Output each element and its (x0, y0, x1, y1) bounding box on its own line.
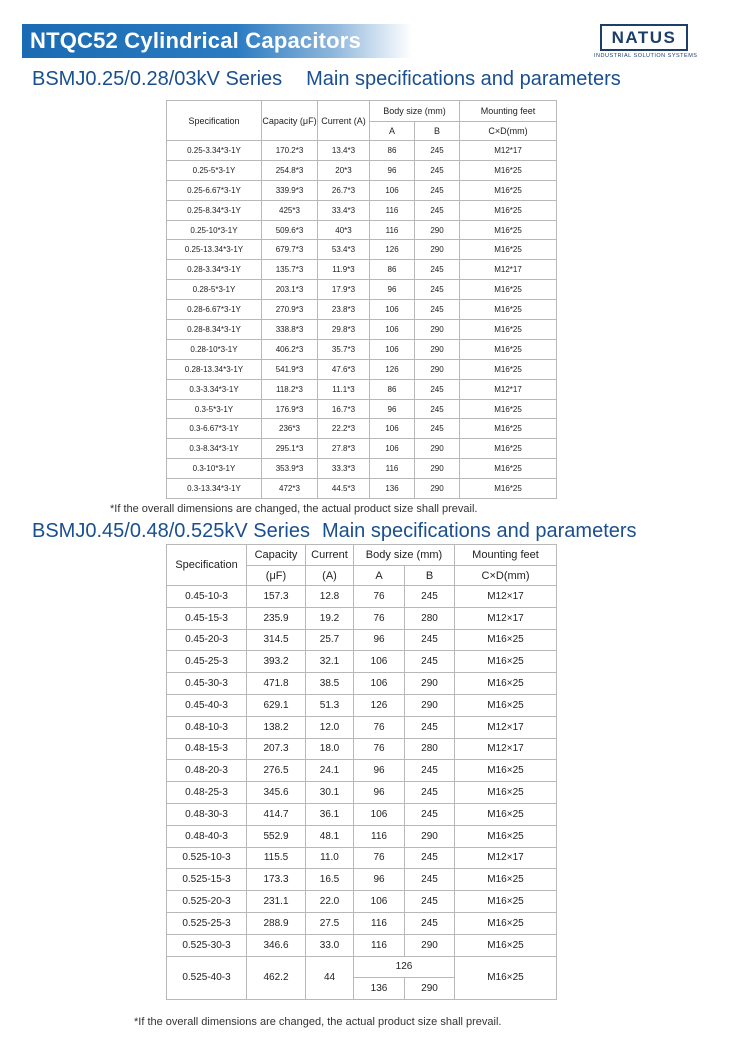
cell-mounting: M16×25 (455, 673, 557, 695)
cell-current: 38.5 (306, 673, 354, 695)
cell-capacity: 541.9*3 (262, 359, 318, 379)
section1-series: BSMJ0.25/0.28/03kV Series (32, 68, 283, 90)
cell-capacity: 509.6*3 (262, 220, 318, 240)
cell-a: 126 (370, 359, 415, 379)
col-header-a: A (370, 122, 415, 141)
section1-heading (32, 68, 621, 91)
cell-a: 116 (370, 220, 415, 240)
cell-mounting: M16*25 (460, 160, 557, 180)
table-row (167, 869, 557, 891)
cell-current: 40*3 (318, 220, 370, 240)
cell-a: 106 (354, 651, 405, 673)
cell-b: 290 (405, 694, 455, 716)
cell-b: 245 (415, 200, 460, 220)
cell-a-top: 126 (354, 956, 455, 978)
cell-current: 47.6*3 (318, 359, 370, 379)
cell-b: 245 (415, 300, 460, 320)
cell-current: 20*3 (318, 160, 370, 180)
cell-capacity: 203.1*3 (262, 280, 318, 300)
cell-current: 29.8*3 (318, 320, 370, 340)
cell-capacity: 471.8 (247, 673, 306, 695)
cell-spec: 0.45-15-3 (167, 607, 247, 629)
table-row (167, 607, 557, 629)
cell-b: 290 (415, 240, 460, 260)
cell-b: 245 (405, 716, 455, 738)
cell-mounting: M16×25 (455, 760, 557, 782)
cell-a: 96 (354, 629, 405, 651)
cell-capacity: 170.2*3 (262, 141, 318, 161)
cell-b: 280 (405, 738, 455, 760)
logo-tagline: INDUSTRIAL SOLUTION SYSTEMS (594, 53, 698, 59)
table-row (167, 399, 557, 419)
col2-header-b: B (405, 566, 455, 586)
cell-capacity: 235.9 (247, 607, 306, 629)
table-row (167, 141, 557, 161)
cell-a: 106 (370, 300, 415, 320)
cell-b: 245 (405, 869, 455, 891)
col2-header-current: Current (306, 545, 354, 566)
cell-a: 76 (354, 586, 405, 608)
cell-capacity: 406.2*3 (262, 339, 318, 359)
cell-capacity: 339.9*3 (262, 180, 318, 200)
cell-a: 116 (370, 459, 415, 479)
table-row (167, 651, 557, 673)
cell-spec: 0.25-8.34*3-1Y (167, 200, 262, 220)
table-row (167, 934, 557, 956)
cell-a: 106 (370, 180, 415, 200)
cell-a: 106 (354, 891, 405, 913)
cell-b: 290 (405, 825, 455, 847)
cell-b: 290 (415, 459, 460, 479)
col-header-body-size: Body size (mm) (370, 101, 460, 122)
table-row (167, 586, 557, 608)
cell-mounting: M16×25 (455, 629, 557, 651)
cell-mounting: M16*25 (460, 220, 557, 240)
cell-capacity: 338.8*3 (262, 320, 318, 340)
cell-a: 126 (354, 694, 405, 716)
table-row (167, 891, 557, 913)
cell-mounting: M16*25 (460, 359, 557, 379)
cell-a: 96 (354, 782, 405, 804)
cell-capacity: 207.3 (247, 738, 306, 760)
col-header-spec: Specification (167, 101, 262, 141)
cell-mounting: M16*25 (460, 200, 557, 220)
cell-b: 245 (405, 760, 455, 782)
cell-current: 33.3*3 (318, 459, 370, 479)
cell-mounting: M12×17 (455, 847, 557, 869)
cell-mounting: M16*25 (460, 339, 557, 359)
cell-spec: 0.45-10-3 (167, 586, 247, 608)
cell-b: 290 (405, 934, 455, 956)
table-row (167, 847, 557, 869)
cell-capacity: 346.6 (247, 934, 306, 956)
table-row (167, 379, 557, 399)
cell-capacity: 295.1*3 (262, 439, 318, 459)
cell-spec: 0.48-20-3 (167, 760, 247, 782)
table-row (167, 320, 557, 340)
cell-a: 116 (354, 825, 405, 847)
cell-mounting: M16×25 (455, 651, 557, 673)
cell-b-bottom: 290 (405, 978, 455, 1000)
table-row (167, 180, 557, 200)
cell-spec: 0.525-15-3 (167, 869, 247, 891)
cell-spec: 0.525-20-3 (167, 891, 247, 913)
cell-capacity: 345.6 (247, 782, 306, 804)
cell-a: 106 (370, 419, 415, 439)
cell-current: 23.8*3 (318, 300, 370, 320)
cell-mounting: M16*25 (460, 300, 557, 320)
cell-spec: 0.525-10-3 (167, 847, 247, 869)
cell-capacity: 173.3 (247, 869, 306, 891)
col2-header-body-size: Body size (mm) (354, 545, 455, 566)
cell-b: 245 (405, 891, 455, 913)
cell-a: 106 (370, 339, 415, 359)
cell-current: 26.7*3 (318, 180, 370, 200)
table-row (167, 280, 557, 300)
cell-capacity: 115.5 (247, 847, 306, 869)
table-row (167, 300, 557, 320)
cell-mounting: M16*25 (460, 479, 557, 499)
cell-a: 96 (370, 280, 415, 300)
cell-spec: 0.3-3.34*3-1Y (167, 379, 262, 399)
cell-mounting: M16×25 (455, 956, 557, 1000)
cell-capacity: 254.8*3 (262, 160, 318, 180)
cell-current: 25.7 (306, 629, 354, 651)
table-row (167, 160, 557, 180)
table-row (167, 825, 557, 847)
cell-a: 96 (370, 399, 415, 419)
cell-spec: 0.3-13.34*3-1Y (167, 479, 262, 499)
table-row (167, 782, 557, 804)
cell-capacity: 118.2*3 (262, 379, 318, 399)
cell-capacity: 414.7 (247, 803, 306, 825)
cell-current: 13.4*3 (318, 141, 370, 161)
cell-capacity: 393.2 (247, 651, 306, 673)
cell-current: 17.9*3 (318, 280, 370, 300)
cell-current: 11.1*3 (318, 379, 370, 399)
table-row (167, 760, 557, 782)
spec-table-1-body (167, 141, 557, 499)
cell-mounting: M12*17 (460, 260, 557, 280)
cell-capacity: 288.9 (247, 912, 306, 934)
cell-mounting: M16*25 (460, 320, 557, 340)
cell-spec: 0.48-10-3 (167, 716, 247, 738)
table-row (167, 240, 557, 260)
col2-header-current-unit: (A) (306, 566, 354, 586)
cell-current: 22.2*3 (318, 419, 370, 439)
col2-header-spec: Specification (167, 545, 247, 586)
cell-current: 12.0 (306, 716, 354, 738)
cell-current: 11.9*3 (318, 260, 370, 280)
section2-heading (32, 520, 637, 543)
cell-b: 290 (405, 673, 455, 695)
cell-b: 245 (415, 419, 460, 439)
cell-mounting: M16*25 (460, 240, 557, 260)
cell-current: 51.3 (306, 694, 354, 716)
cell-capacity: 231.1 (247, 891, 306, 913)
cell-capacity: 472*3 (262, 479, 318, 499)
cell-mounting: M16*25 (460, 459, 557, 479)
logo-word: NATUS (611, 27, 677, 47)
cell-spec: 0.25-5*3-1Y (167, 160, 262, 180)
cell-b: 245 (415, 280, 460, 300)
cell-current: 22.0 (306, 891, 354, 913)
cell-mounting: M16×25 (455, 782, 557, 804)
table-row (167, 359, 557, 379)
table-row (167, 673, 557, 695)
cell-spec: 0.25-3.34*3-1Y (167, 141, 262, 161)
cell-capacity: 552.9 (247, 825, 306, 847)
cell-spec: 0.525-40-3 (167, 956, 247, 1000)
table-row (167, 694, 557, 716)
cell-spec: 0.45-40-3 (167, 694, 247, 716)
cell-mounting: M12*17 (460, 379, 557, 399)
cell-mounting: M12×17 (455, 586, 557, 608)
cell-mounting: M16×25 (455, 803, 557, 825)
cell-a: 76 (354, 738, 405, 760)
cell-capacity: 462.2 (247, 956, 306, 1000)
cell-a: 116 (354, 912, 405, 934)
col2-header-a: A (354, 566, 405, 586)
cell-spec: 0.525-25-3 (167, 912, 247, 934)
section1-note: *If the overall dimensions are changed, the actual product size shall prevail. (110, 503, 478, 515)
cell-b: 290 (415, 220, 460, 240)
cell-mounting: M16×25 (455, 869, 557, 891)
cell-mounting: M12×17 (455, 716, 557, 738)
cell-capacity: 176.9*3 (262, 399, 318, 419)
table-row (167, 459, 557, 479)
table-row (167, 220, 557, 240)
cell-capacity: 157.3 (247, 586, 306, 608)
cell-a: 76 (354, 847, 405, 869)
cell-mounting: M16*25 (460, 280, 557, 300)
col2-header-cxd: C×D(mm) (455, 566, 557, 586)
cell-spec: 0.48-40-3 (167, 825, 247, 847)
cell-a: 86 (370, 141, 415, 161)
cell-current: 48.1 (306, 825, 354, 847)
cell-current: 30.1 (306, 782, 354, 804)
spec-table-2-last (167, 956, 557, 1000)
cell-current: 11.0 (306, 847, 354, 869)
cell-spec: 0.28-3.34*3-1Y (167, 260, 262, 280)
cell-capacity: 276.5 (247, 760, 306, 782)
table-row (167, 803, 557, 825)
cell-current: 53.4*3 (318, 240, 370, 260)
cell-b: 245 (415, 160, 460, 180)
cell-mounting: M16×25 (455, 825, 557, 847)
cell-a: 76 (354, 607, 405, 629)
cell-spec: 0.28-5*3-1Y (167, 280, 262, 300)
table-row (167, 738, 557, 760)
cell-b: 245 (415, 399, 460, 419)
cell-mounting: M16*25 (460, 419, 557, 439)
cell-mounting: M16*25 (460, 439, 557, 459)
section2-note: *If the overall dimensions are changed, the actual product size shall prevail. (134, 1016, 502, 1028)
section2-main: Main specifications and parameters (321, 520, 637, 542)
col-header-capacity: Capacity (μF) (262, 101, 318, 141)
cell-mounting: M16×25 (455, 912, 557, 934)
cell-capacity: 679.7*3 (262, 240, 318, 260)
cell-b: 245 (405, 586, 455, 608)
cell-spec: 0.3-6.67*3-1Y (167, 419, 262, 439)
table-row (167, 339, 557, 359)
cell-b: 245 (405, 803, 455, 825)
cell-b: 245 (415, 141, 460, 161)
col2-header-capacity: Capacity (247, 545, 306, 566)
cell-b: 290 (415, 339, 460, 359)
cell-spec: 0.25-6.67*3-1Y (167, 180, 262, 200)
cell-a: 76 (354, 716, 405, 738)
cell-a: 106 (370, 439, 415, 459)
cell-spec: 0.25-13.34*3-1Y (167, 240, 262, 260)
cell-mounting: M16*25 (460, 180, 557, 200)
cell-current: 36.1 (306, 803, 354, 825)
cell-b: 245 (415, 180, 460, 200)
cell-current: 32.1 (306, 651, 354, 673)
cell-capacity: 425*3 (262, 200, 318, 220)
table-row (167, 912, 557, 934)
table-row (167, 956, 557, 978)
cell-a-bottom: 136 (354, 978, 405, 1000)
cell-a: 96 (354, 869, 405, 891)
cell-b: 245 (405, 629, 455, 651)
cell-capacity: 353.9*3 (262, 459, 318, 479)
cell-current: 35.7*3 (318, 339, 370, 359)
col2-header-capacity-unit: (μF) (247, 566, 306, 586)
cell-current: 16.7*3 (318, 399, 370, 419)
cell-current: 12.8 (306, 586, 354, 608)
spec-table-2-body (167, 586, 557, 957)
cell-capacity: 135.7*3 (262, 260, 318, 280)
table-row (167, 439, 557, 459)
cell-b: 245 (415, 260, 460, 280)
natus-logo (600, 24, 688, 51)
section1-main: Main specifications and parameters (306, 68, 621, 90)
cell-capacity: 629.1 (247, 694, 306, 716)
cell-spec: 0.28-13.34*3-1Y (167, 359, 262, 379)
cell-current: 18.0 (306, 738, 354, 760)
cell-spec: 0.3-8.34*3-1Y (167, 439, 262, 459)
cell-spec: 0.28-10*3-1Y (167, 339, 262, 359)
cell-spec: 0.28-8.34*3-1Y (167, 320, 262, 340)
cell-spec: 0.45-20-3 (167, 629, 247, 651)
table-row (167, 629, 557, 651)
spec-table-2 (166, 544, 557, 1000)
cell-a: 86 (370, 379, 415, 399)
cell-spec: 0.48-25-3 (167, 782, 247, 804)
spec-table-1 (166, 100, 557, 499)
cell-a: 126 (370, 240, 415, 260)
cell-capacity: 138.2 (247, 716, 306, 738)
cell-spec: 0.3-5*3-1Y (167, 399, 262, 419)
cell-spec: 0.28-6.67*3-1Y (167, 300, 262, 320)
col2-header-mounting: Mounting feet (455, 545, 557, 566)
cell-capacity: 236*3 (262, 419, 318, 439)
table-row (167, 479, 557, 499)
section2-series: BSMJ0.45/0.48/0.525kV Series (32, 520, 310, 542)
cell-b: 245 (405, 782, 455, 804)
table-row (167, 716, 557, 738)
cell-a: 136 (370, 479, 415, 499)
cell-mounting: M16×25 (455, 694, 557, 716)
cell-spec: 0.48-15-3 (167, 738, 247, 760)
cell-a: 96 (370, 160, 415, 180)
cell-a: 86 (370, 260, 415, 280)
cell-b: 280 (405, 607, 455, 629)
cell-current: 24.1 (306, 760, 354, 782)
cell-mounting: M16×25 (455, 891, 557, 913)
cell-spec: 0.45-30-3 (167, 673, 247, 695)
cell-current: 27.8*3 (318, 439, 370, 459)
cell-mounting: M12×17 (455, 607, 557, 629)
cell-current: 16.5 (306, 869, 354, 891)
cell-capacity: 314.5 (247, 629, 306, 651)
col-header-mounting: Mounting feet (460, 101, 557, 122)
cell-current: 33.4*3 (318, 200, 370, 220)
cell-a: 106 (354, 803, 405, 825)
table-row (167, 260, 557, 280)
cell-a: 116 (354, 934, 405, 956)
table-row (167, 200, 557, 220)
cell-spec: 0.48-30-3 (167, 803, 247, 825)
cell-b: 290 (415, 479, 460, 499)
cell-b: 290 (415, 359, 460, 379)
col-header-b: B (415, 122, 460, 141)
cell-b: 245 (405, 912, 455, 934)
cell-mounting: M16*25 (460, 399, 557, 419)
table-row (167, 419, 557, 439)
cell-spec: 0.525-30-3 (167, 934, 247, 956)
cell-capacity: 270.9*3 (262, 300, 318, 320)
cell-b: 290 (415, 439, 460, 459)
cell-b: 245 (415, 379, 460, 399)
cell-spec: 0.25-10*3-1Y (167, 220, 262, 240)
cell-a: 106 (354, 673, 405, 695)
page-title: NTQC52 Cylindrical Capacitors (30, 28, 362, 53)
col-header-cxd: C×D(mm) (460, 122, 557, 141)
cell-a: 116 (370, 200, 415, 220)
cell-current: 44 (306, 956, 354, 1000)
cell-mounting: M12×17 (455, 738, 557, 760)
cell-spec: 0.45-25-3 (167, 651, 247, 673)
cell-current: 19.2 (306, 607, 354, 629)
cell-current: 44.5*3 (318, 479, 370, 499)
cell-current: 33.0 (306, 934, 354, 956)
cell-spec: 0.3-10*3-1Y (167, 459, 262, 479)
col-header-current: Current (A) (318, 101, 370, 141)
cell-b: 245 (405, 847, 455, 869)
cell-mounting: M12*17 (460, 141, 557, 161)
cell-mounting: M16×25 (455, 934, 557, 956)
cell-b: 290 (415, 320, 460, 340)
cell-b: 245 (405, 651, 455, 673)
cell-a: 96 (354, 760, 405, 782)
cell-a: 106 (370, 320, 415, 340)
cell-current: 27.5 (306, 912, 354, 934)
